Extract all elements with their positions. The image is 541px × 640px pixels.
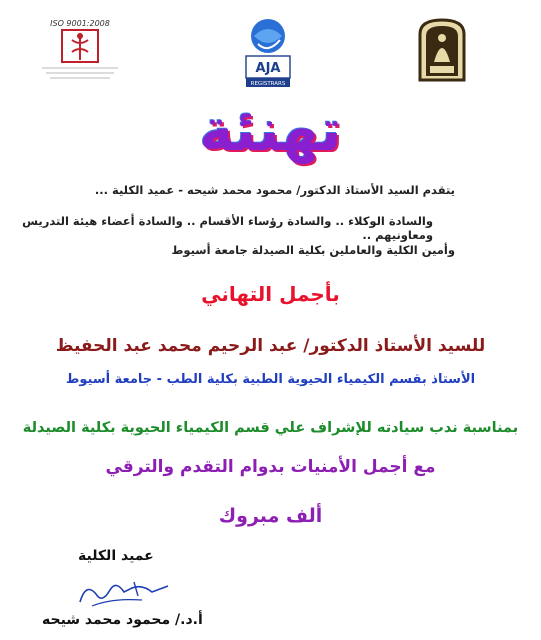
recipient-name: للسيد الأستاذ الدكتور/ عبد الرحيم محمد عبد الحفيظ xyxy=(55,336,486,356)
closing-text: ألف مبروك xyxy=(218,505,323,527)
faculty-iso-logo xyxy=(34,16,126,82)
iso-text: ISO 9001:2008 xyxy=(50,19,110,28)
page-title: تهنئة xyxy=(199,96,342,164)
wishes-text: مع أجمل الأمنيات بدوام التقدم والترقي xyxy=(105,457,436,477)
university-crest-logo xyxy=(416,16,468,86)
occasion-text: بمناسبة ندب سيادته للإشراف علي قسم الكيمياء الحيوية بكلية الصيدلة xyxy=(22,420,519,436)
dean-title: عميد الكلية xyxy=(78,548,154,564)
aja-registrars-logo xyxy=(242,14,294,92)
aja-text: AJA xyxy=(255,61,281,76)
dean-name: أ.د./ محمود محمد شيحه xyxy=(42,612,203,628)
congrats-heading: بأجمل التهاني xyxy=(201,282,340,306)
header-logos xyxy=(0,8,541,88)
intro-line-1: يتقدم السيد الأستاذ الدكتور/ محمود محمد شيحه - عميد الكلية ... xyxy=(94,183,455,197)
intro-line-2: والسادة الوكلاء .. والسادة رؤساء الأقسام .. والسادة أعضاء هيئة التدريس ومعاونيهم .. xyxy=(22,214,433,242)
dean-signature xyxy=(72,572,182,612)
recipient-department: الأستاذ بقسم الكيمياء الحيوية الطبية بكلية الطب - جامعة أسيوط xyxy=(65,372,476,387)
registrars-text: REGISTRARS xyxy=(250,81,286,87)
intro-line-3: وأمين الكلية والعاملين بكلية الصيدلة جامعة أسيوط xyxy=(171,243,455,257)
